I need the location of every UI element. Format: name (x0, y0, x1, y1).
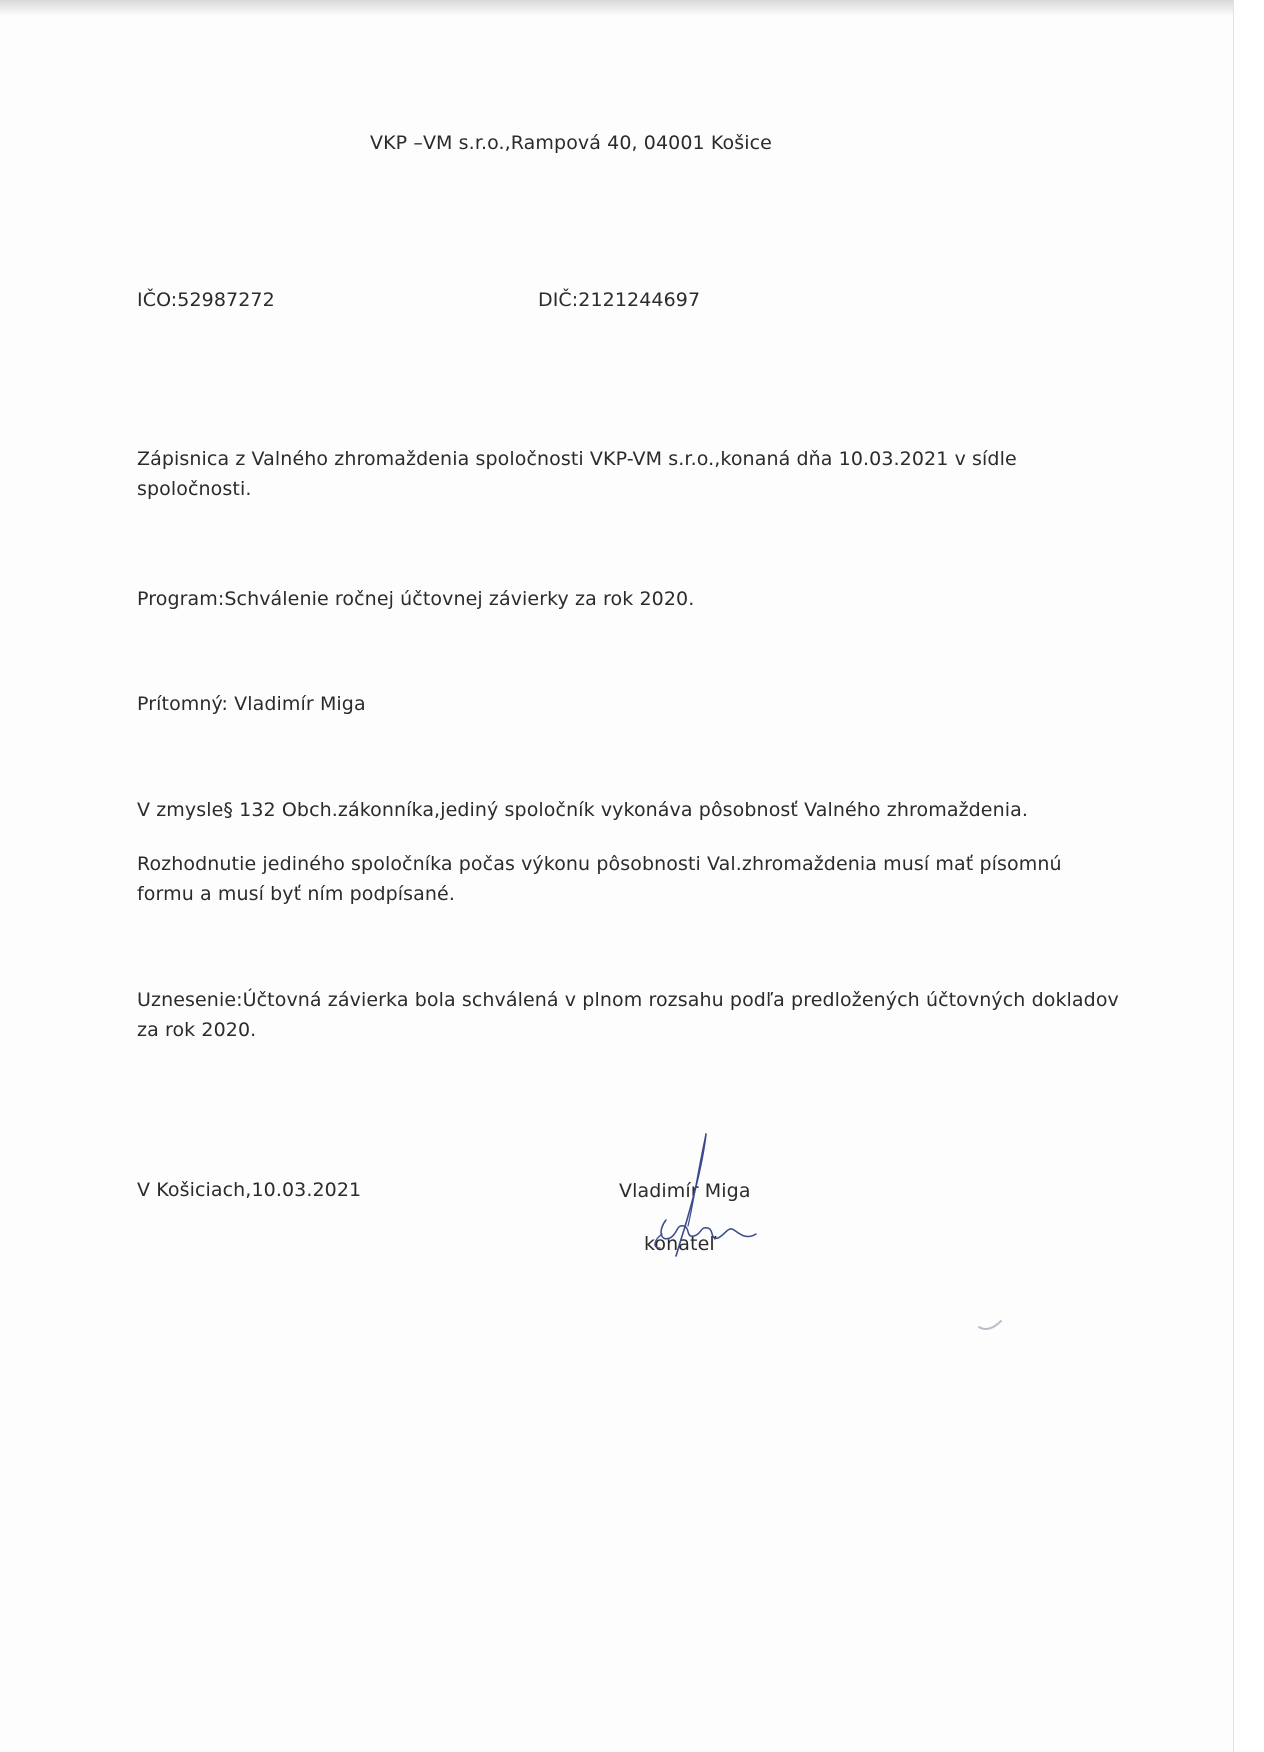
handwritten-signature (648, 1130, 758, 1260)
dic-number: DIČ:2121244697 (538, 289, 701, 311)
program-line: Program:Schválenie ročnej účtovnej závierky za rok 2020. (137, 588, 695, 610)
resolution-line-2: za rok 2020. (137, 1019, 257, 1041)
company-address-line: VKP –VM s.r.o.,Rampová 40, 04001 Košice (370, 132, 772, 154)
minutes-title-line-1: Zápisnica z Valného zhromaždenia spoločnosti VKP-VM s.r.o.,konaná dňa 10.03.2021 v sídle (137, 448, 1017, 470)
place-and-date: V Košiciach,10.03.2021 (137, 1179, 362, 1201)
decision-line-1: Rozhodnutie jediného spoločníka počas výkonu pôsobnosti Val.zhromaždenia musí mať písomnú (137, 853, 1062, 875)
signer-name: Vladimír Miga (619, 1180, 751, 1202)
present-line: Prítomný: Vladimír Miga (137, 693, 366, 715)
scan-edge-right (1233, 0, 1264, 1752)
scan-shadow-top (0, 0, 1264, 16)
minutes-title-line-2: spoločnosti. (137, 478, 252, 500)
ico-number: IČO:52987272 (137, 289, 275, 311)
resolution-line-1: Uznesenie:Účtovná závierka bola schválená v plnom rozsahu podľa predložených účtovných dokladov (137, 989, 1119, 1011)
decision-line-2: formu a musí byť ním podpísané. (137, 883, 455, 905)
law-paragraph: V zmysle§ 132 Obch.zákonníka,jediný spoločník vykonáva pôsobnosť Valného zhromaždenia. (137, 799, 1028, 821)
signer-role: konateľ (644, 1233, 717, 1255)
scan-mark (975, 1315, 1005, 1335)
